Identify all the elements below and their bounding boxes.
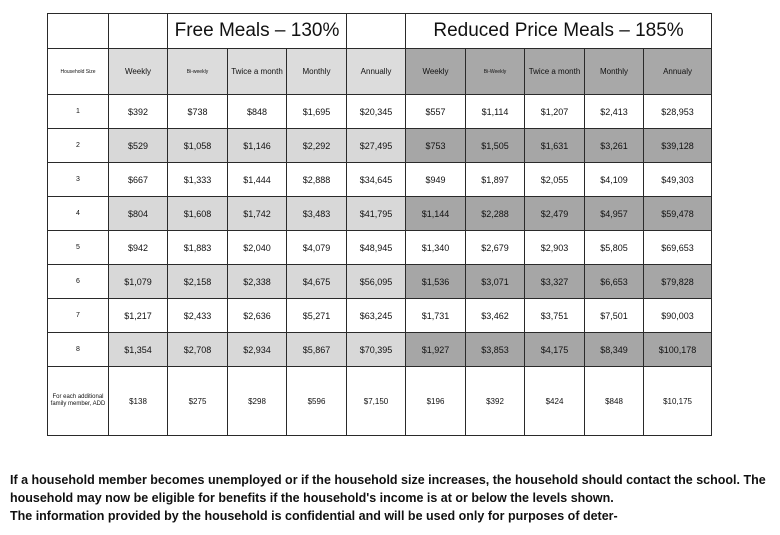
reduced-amount-cell: $90,003 [644,299,712,333]
reduced-annually-header: Annualy [644,49,712,95]
free-meals-title: Free Meals – 130% [168,14,347,49]
free-amount-cell: $4,079 [287,231,347,265]
free-amount-cell: $1,217 [109,299,168,333]
reduced-amount-cell: $5,805 [585,231,644,265]
table-row [48,367,712,436]
notice-paragraph: The information provided by the household is confidential and will be used only for purposes of deter- [10,509,618,523]
household-size-cell: 6 [48,265,109,299]
free-amount-cell: $5,271 [287,299,347,333]
table-row [48,231,712,265]
blank-header-cell [109,14,168,49]
free-amount-cell: $20,345 [347,95,406,129]
blank-header-cell [347,14,406,49]
free-amount-cell: $1,354 [109,333,168,367]
free-amount-cell: $275 [168,367,228,436]
household-size-cell: For each additional family member, ADD [48,367,109,436]
free-amount-cell: $138 [109,367,168,436]
reduced-amount-cell: $79,828 [644,265,712,299]
reduced-amount-cell: $1,897 [466,163,525,197]
reduced-amount-cell: $4,175 [525,333,585,367]
eligibility-notice [10,471,770,525]
free-amount-cell: $2,934 [228,333,287,367]
reduced-amount-cell: $4,957 [585,197,644,231]
reduced-monthly-header: Monthly [585,49,644,95]
table-row [48,333,712,367]
notice-paragraph: If a household member becomes unemployed or if the household size increases, the household should contact the school. The household may now be eligible for benefits if the household's income is at or below the levels shown. [10,473,766,505]
reduced-amount-cell: $3,327 [525,265,585,299]
free-amount-cell: $1,146 [228,129,287,163]
reduced-amount-cell: $1,536 [406,265,466,299]
reduced-amount-cell: $3,751 [525,299,585,333]
reduced-amount-cell: $8,349 [585,333,644,367]
table-row [48,129,712,163]
free-amount-cell: $2,040 [228,231,287,265]
free-amount-cell: $4,675 [287,265,347,299]
free-amount-cell: $2,338 [228,265,287,299]
reduced-amount-cell: $2,288 [466,197,525,231]
reduced-amount-cell: $2,413 [585,95,644,129]
free-amount-cell: $1,444 [228,163,287,197]
reduced-amount-cell: $69,653 [644,231,712,265]
free-amount-cell: $5,867 [287,333,347,367]
free-twice-month-header: Twice a month [228,49,287,95]
free-amount-cell: $34,645 [347,163,406,197]
table-row [48,265,712,299]
table-row [48,299,712,333]
free-amount-cell: $2,888 [287,163,347,197]
free-amount-cell: $2,292 [287,129,347,163]
free-amount-cell: $392 [109,95,168,129]
reduced-amount-cell: $4,109 [585,163,644,197]
free-amount-cell: $1,608 [168,197,228,231]
household-size-cell: 7 [48,299,109,333]
free-amount-cell: $1,695 [287,95,347,129]
reduced-amount-cell: $3,071 [466,265,525,299]
reduced-amount-cell: $1,340 [406,231,466,265]
free-amount-cell: $7,150 [347,367,406,436]
income-eligibility-table [47,13,712,436]
reduced-amount-cell: $10,175 [644,367,712,436]
free-biweekly-header: Bi-weekly [168,49,228,95]
household-size-cell: 4 [48,197,109,231]
reduced-amount-cell: $848 [585,367,644,436]
reduced-amount-cell: $1,207 [525,95,585,129]
corner-cell [48,14,109,49]
reduced-amount-cell: $949 [406,163,466,197]
household-size-cell: 1 [48,95,109,129]
reduced-biweekly-header: Bi-Weekly [466,49,525,95]
column-header-row [48,49,712,95]
free-amount-cell: $56,095 [347,265,406,299]
free-amount-cell: $848 [228,95,287,129]
free-amount-cell: $2,708 [168,333,228,367]
reduced-amount-cell: $49,303 [644,163,712,197]
free-amount-cell: $667 [109,163,168,197]
reduced-meals-title: Reduced Price Meals – 185% [406,14,712,49]
household-size-cell: 2 [48,129,109,163]
free-monthly-header: Monthly [287,49,347,95]
free-amount-cell: $1,333 [168,163,228,197]
household-size-cell: 3 [48,163,109,197]
table-row [48,95,712,129]
free-amount-cell: $2,158 [168,265,228,299]
reduced-amount-cell: $7,501 [585,299,644,333]
reduced-amount-cell: $3,462 [466,299,525,333]
free-amount-cell: $27,495 [347,129,406,163]
free-amount-cell: $2,433 [168,299,228,333]
table-row [48,197,712,231]
reduced-amount-cell: $1,731 [406,299,466,333]
free-amount-cell: $942 [109,231,168,265]
reduced-weekly-header: Weekly [406,49,466,95]
reduced-amount-cell: $2,055 [525,163,585,197]
free-amount-cell: $596 [287,367,347,436]
reduced-amount-cell: $1,144 [406,197,466,231]
reduced-amount-cell: $6,653 [585,265,644,299]
free-amount-cell: $48,945 [347,231,406,265]
reduced-amount-cell: $2,479 [525,197,585,231]
reduced-amount-cell: $196 [406,367,466,436]
free-amount-cell: $738 [168,95,228,129]
reduced-amount-cell: $3,853 [466,333,525,367]
reduced-amount-cell: $1,927 [406,333,466,367]
reduced-amount-cell: $1,114 [466,95,525,129]
free-amount-cell: $1,742 [228,197,287,231]
title-row [48,14,712,49]
free-annually-header: Annually [347,49,406,95]
reduced-amount-cell: $753 [406,129,466,163]
reduced-amount-cell: $2,679 [466,231,525,265]
free-amount-cell: $1,079 [109,265,168,299]
reduced-amount-cell: $39,128 [644,129,712,163]
reduced-amount-cell: $392 [466,367,525,436]
free-amount-cell: $70,395 [347,333,406,367]
household-size-cell: 5 [48,231,109,265]
free-amount-cell: $298 [228,367,287,436]
table-row [48,163,712,197]
reduced-amount-cell: $2,903 [525,231,585,265]
reduced-amount-cell: $1,505 [466,129,525,163]
reduced-amount-cell: $3,261 [585,129,644,163]
reduced-amount-cell: $424 [525,367,585,436]
reduced-amount-cell: $100,178 [644,333,712,367]
free-amount-cell: $2,636 [228,299,287,333]
reduced-amount-cell: $1,631 [525,129,585,163]
free-amount-cell: $3,483 [287,197,347,231]
free-weekly-header: Weekly [109,49,168,95]
household-size-cell: 8 [48,333,109,367]
reduced-amount-cell: $28,953 [644,95,712,129]
free-amount-cell: $1,058 [168,129,228,163]
free-amount-cell: $41,795 [347,197,406,231]
household-size-header: Household Size [48,49,109,95]
free-amount-cell: $63,245 [347,299,406,333]
free-amount-cell: $529 [109,129,168,163]
free-amount-cell: $804 [109,197,168,231]
reduced-twice-month-header: Twice a month [525,49,585,95]
reduced-amount-cell: $59,478 [644,197,712,231]
reduced-amount-cell: $557 [406,95,466,129]
free-amount-cell: $1,883 [168,231,228,265]
